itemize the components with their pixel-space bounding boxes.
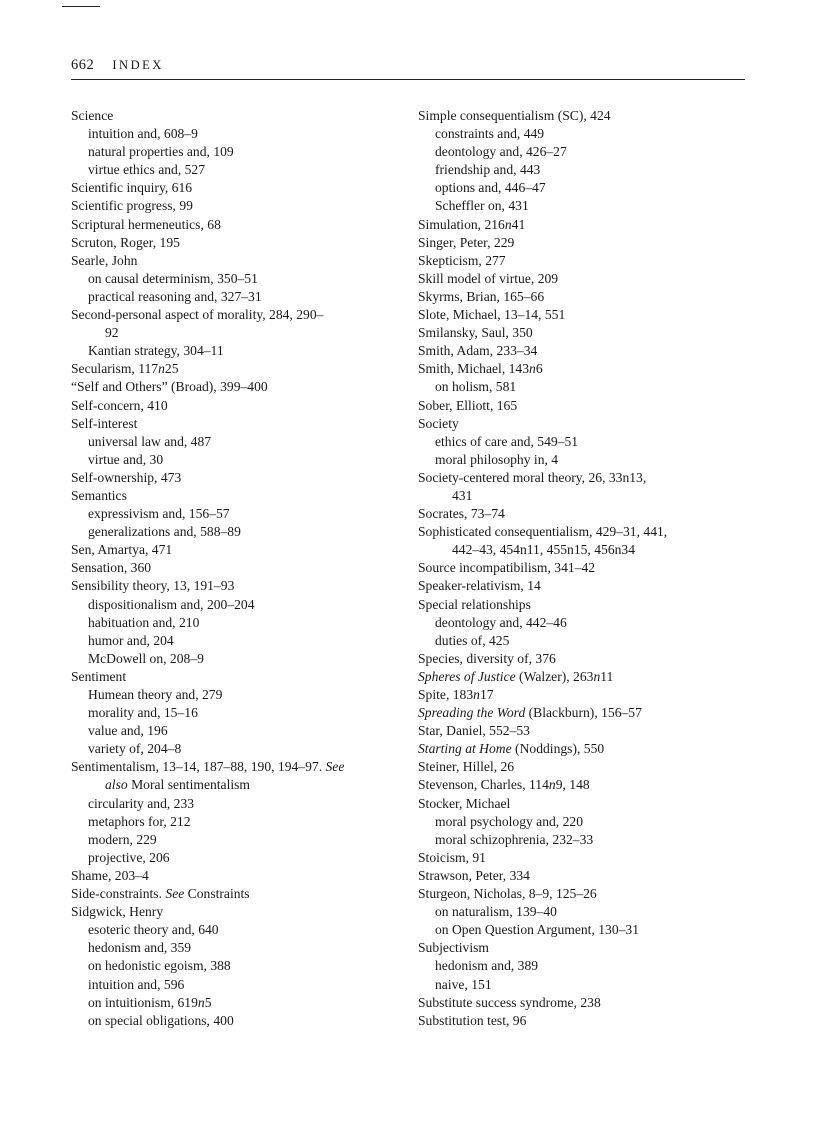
index-subentry: morality and, 15–16 [88, 705, 198, 721]
index-entry: Socrates, 73–74 [418, 506, 505, 522]
index-subentry: on Open Question Argument, 130–31 [435, 922, 640, 938]
index-entry: Smith, Adam, 233–34 [418, 343, 538, 359]
index-entry: Simple consequentialism (SC), 424 [418, 108, 611, 123]
index-entry: Shame, 203–4 [71, 867, 149, 883]
index-entry: Self-interest [71, 415, 138, 431]
index-entry: Stocker, Michael [418, 795, 511, 811]
index-entry: Sentiment [71, 668, 127, 684]
index-entry: Spreading the Word (Blackburn), 156–57 [418, 705, 642, 721]
index-entry: Secularism, 117n25 [71, 361, 179, 377]
index-subentry: ethics of care and, 549–51 [435, 433, 579, 449]
index-entry: Slote, Michael, 13–14, 551 [418, 307, 566, 323]
index-entry: Sober, Elliott, 165 [418, 397, 518, 413]
index-entry: Speaker-relativism, 14 [418, 578, 541, 594]
index-subentry: moral schizophrenia, 232–33 [435, 831, 594, 847]
index-entry: Special relationships [418, 596, 531, 612]
header-rule [71, 79, 745, 80]
index-subentry: circularity and, 233 [88, 795, 195, 811]
index-subentry: duties of, 425 [435, 632, 510, 648]
index-subentry: habituation and, 210 [88, 614, 200, 630]
index-entry: Strawson, Peter, 334 [418, 867, 530, 883]
index-entry: Source incompatibilism, 341–42 [418, 560, 596, 576]
index-entry-continuation: also Moral sentimentalism [105, 777, 250, 793]
index-entry: Second-personal aspect of morality, 284, 290– [71, 307, 324, 323]
index-subentry: esoteric theory and, 640 [88, 922, 219, 938]
index-subentry: metaphors for, 212 [88, 813, 191, 829]
running-title: INDEX [112, 58, 164, 72]
index-entry: Society-centered moral theory, 26, 33n13, [418, 469, 647, 485]
index-entry: Sidgwick, Henry [71, 904, 164, 920]
index-entry: Species, diversity of, 376 [418, 650, 556, 666]
index-entry: Steiner, Hillel, 26 [418, 759, 515, 775]
index-subentry: on naturalism, 139–40 [435, 904, 557, 920]
index-subentry: modern, 229 [88, 831, 157, 847]
index-entry: Scientific progress, 99 [71, 198, 193, 214]
index-subentry: generalizations and, 588–89 [88, 524, 241, 540]
index-entry: Stevenson, Charles, 114n9, 148 [418, 777, 590, 793]
index-entry: Sen, Amartya, 471 [71, 542, 173, 558]
index-subentry: moral philosophy in, 4 [435, 451, 559, 467]
index-entry: Scriptural hermeneutics, 68 [71, 216, 221, 232]
index-subentry: intuition and, 596 [88, 976, 185, 992]
index-subentry: on hedonistic egoism, 388 [88, 958, 231, 974]
top-corner-rule [62, 6, 100, 7]
index-entry: Society [418, 415, 459, 431]
page-number: 662 [71, 57, 95, 73]
index-entry-continuation: 92 [105, 325, 119, 341]
index-subentry: on intuitionism, 619n5 [88, 994, 212, 1010]
index-entry: Sophisticated consequentialism, 429–31, 441, [418, 524, 668, 540]
index-subentry: expressivism and, 156–57 [88, 506, 230, 522]
index-subentry: value and, 196 [88, 723, 168, 739]
index-subentry: universal law and, 487 [88, 433, 212, 449]
index-entry: Scientific inquiry, 616 [71, 180, 193, 196]
index-entry: Singer, Peter, 229 [418, 234, 515, 250]
index-entry: Spheres of Justice (Walzer), 263n11 [418, 668, 614, 684]
index-entry: Sentimentalism, 13–14, 187–88, 190, 194–97. See [71, 759, 345, 775]
index-subentry: moral psychology and, 220 [435, 813, 583, 829]
index-subentry: practical reasoning and, 327–31 [88, 288, 262, 304]
index-subentry: Kantian strategy, 304–11 [88, 343, 224, 359]
index-subentry: variety of, 204–8 [88, 741, 182, 757]
index-subentry: hedonism and, 389 [435, 958, 539, 974]
index-entry: Smith, Michael, 143n6 [418, 361, 543, 377]
index-entry: Sturgeon, Nicholas, 8–9, 125–26 [418, 886, 597, 902]
index-subentry: on special obligations, 400 [88, 1012, 234, 1028]
index-entry: Self-concern, 410 [71, 397, 168, 413]
index-entry: Subjectivism [418, 940, 489, 956]
index-entry: Skepticism, 277 [418, 252, 506, 268]
index-entry: Starting at Home (Noddings), 550 [418, 741, 605, 757]
index-subentry: humor and, 204 [88, 632, 174, 648]
index-entry: Searle, John [71, 252, 138, 268]
index-entry: Spite, 183n17 [418, 687, 494, 702]
running-header [71, 57, 164, 74]
index-entry: Semantics [71, 487, 127, 503]
index-subentry: natural properties and, 109 [88, 144, 234, 160]
index-entry-continuation: 442–43, 454n11, 455n15, 456n34 [452, 542, 636, 558]
index-subentry: on causal determinism, 350–51 [88, 270, 258, 286]
index-entry: Sensibility theory, 13, 191–93 [71, 578, 235, 594]
index-entry: Star, Daniel, 552–53 [418, 723, 530, 739]
index-subentry: projective, 206 [88, 849, 170, 865]
index-column-left [71, 107, 411, 1030]
index-entry: Stoicism, 91 [418, 849, 486, 865]
index-entry: Sensation, 360 [71, 560, 152, 576]
index-subentry: Humean theory and, 279 [88, 687, 223, 702]
index-subentry: naive, 151 [435, 976, 492, 992]
index-subentry: deontology and, 442–46 [435, 614, 567, 630]
index-entry: Simulation, 216n41 [418, 216, 526, 232]
index-entry: Science [71, 108, 114, 123]
index-entry: Skyrms, Brian, 165–66 [418, 288, 545, 304]
index-entry: Substitution test, 96 [418, 1012, 527, 1028]
index-subentry: on holism, 581 [435, 379, 517, 395]
index-subentry: McDowell on, 208–9 [88, 650, 204, 666]
index-subentry: options and, 446–47 [435, 180, 546, 196]
index-entry: Skill model of virtue, 209 [418, 270, 559, 286]
index-entry: Substitute success syndrome, 238 [418, 994, 601, 1010]
index-subentry: virtue and, 30 [88, 451, 164, 467]
index-subentry: intuition and, 608–9 [88, 126, 198, 142]
index-subentry: virtue ethics and, 527 [88, 162, 206, 178]
index-subentry: hedonism and, 359 [88, 940, 192, 956]
index-entry: “Self and Others” (Broad), 399–400 [71, 379, 268, 395]
index-subentry: dispositionalism and, 200–204 [88, 596, 255, 612]
index-entry: Self-ownership, 473 [71, 469, 182, 485]
index-entry-continuation: 431 [452, 487, 473, 503]
index-subentry: Scheffler on, 431 [435, 198, 529, 214]
index-column-right [418, 107, 748, 1030]
index-subentry: constraints and, 449 [435, 126, 545, 142]
index-entry: Smilansky, Saul, 350 [418, 325, 533, 341]
index-subentry: deontology and, 426–27 [435, 144, 567, 160]
index-entry: Side-constraints. See Constraints [71, 886, 250, 902]
index-entry: Scruton, Roger, 195 [71, 234, 180, 250]
index-subentry: friendship and, 443 [435, 162, 541, 178]
